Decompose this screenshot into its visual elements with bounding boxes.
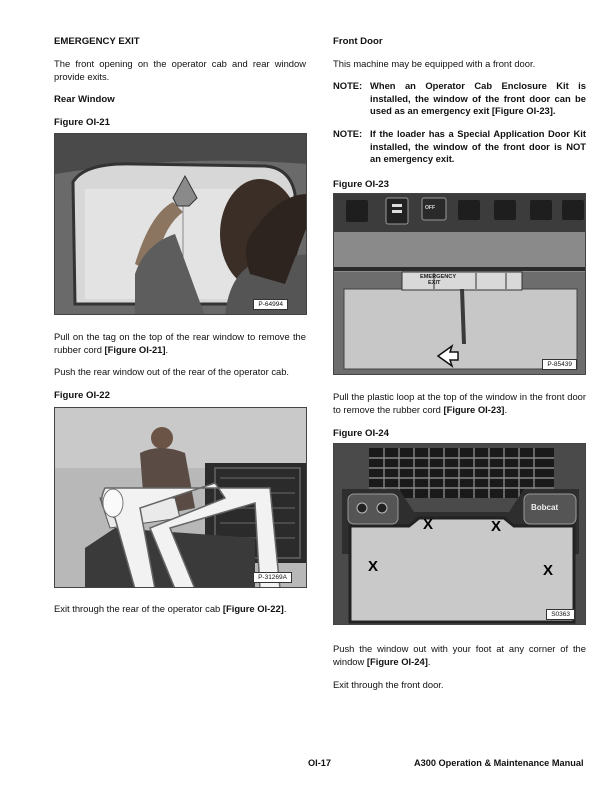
note-label: NOTE: [333,128,363,139]
figure-oi-24-photo [333,443,586,625]
manual-title: A300 Operation & Maintenance Manual [414,758,584,768]
figure-oi-23-photo [333,193,586,375]
figure-oi-22-photo [54,407,307,588]
intro-paragraph: The front opening on the operator cab and rear window provide exits. [54,58,306,82]
corner-mark-lower-right: X [543,562,554,579]
push-rear-window-paragraph: Push the rear window out of the rear of the operator cab. [54,366,290,377]
off-button-label: OFF [425,205,435,211]
emergency-exit-decal: EMERGENCY EXIT [420,274,457,286]
page-number: OI-17 [308,758,331,768]
section-heading-emergency-exit: EMERGENCY EXIT [54,36,140,47]
figure-oi-21-reference: [Figure OI-21] [104,344,166,355]
corner-mark-upper-right: X [491,518,502,535]
note-text: When an Operator Cab Enclosure Kit is installed, the window of the front door can be used as an emergency exit [Figure OI-23]. [370,80,586,117]
section-heading-front-door: Front Door [333,36,383,47]
figure-oi-21-caption: Figure OI-21 [54,117,110,128]
note-special-application-kit [333,128,586,168]
pull-tag-paragraph: Pull on the tag on the top of the rear window to remove the rubber cord [Figure OI-21]. [54,331,306,355]
corner-mark-lower-left: X [368,558,379,575]
front-door-intro: This machine may be equipped with a front door. [333,58,536,69]
figure-oi-24-reference: [Figure OI-24] [366,656,428,667]
figure-oi-24-tag: S0363 [546,609,575,620]
figure-oi-23-tag: P-85439 [542,359,577,370]
figure-oi-22-tag: P-31269A [253,572,292,583]
push-front-window-paragraph: Push the window out with your foot at any corner of the window [Figure OI-24]. [333,643,586,667]
note-text: If the loader has a Special Application Door Kit installed, the window of the front door is NOT an emergency exit. [370,128,586,165]
figure-oi-23-reference: [Figure OI-23] [443,404,505,415]
figure-oi-23-caption: Figure OI-23 [333,179,389,190]
pull-loop-paragraph: Pull the plastic loop at the top of the window in the front door to remove the rubber cord [Figure OI-23]. [333,391,586,415]
figure-oi-22-reference: [Figure OI-22] [222,603,284,614]
corner-mark-upper-left: X [423,516,434,533]
figure-oi-21-photo [54,133,307,315]
exit-rear-paragraph: Exit through the rear of the operator cab [Figure OI-22]. [54,603,287,614]
figure-oi-21-tag: P-64994 [253,299,288,310]
note-label: NOTE: [333,80,363,91]
figure-oi-22-caption: Figure OI-22 [54,390,110,401]
figure-oi-24-caption: Figure OI-24 [333,428,389,439]
note-enclosure-kit [333,80,586,120]
exit-front-door-paragraph: Exit through the front door. [333,679,444,690]
subheading-rear-window: Rear Window [54,94,115,105]
bobcat-logo: Bobcat [531,503,559,512]
